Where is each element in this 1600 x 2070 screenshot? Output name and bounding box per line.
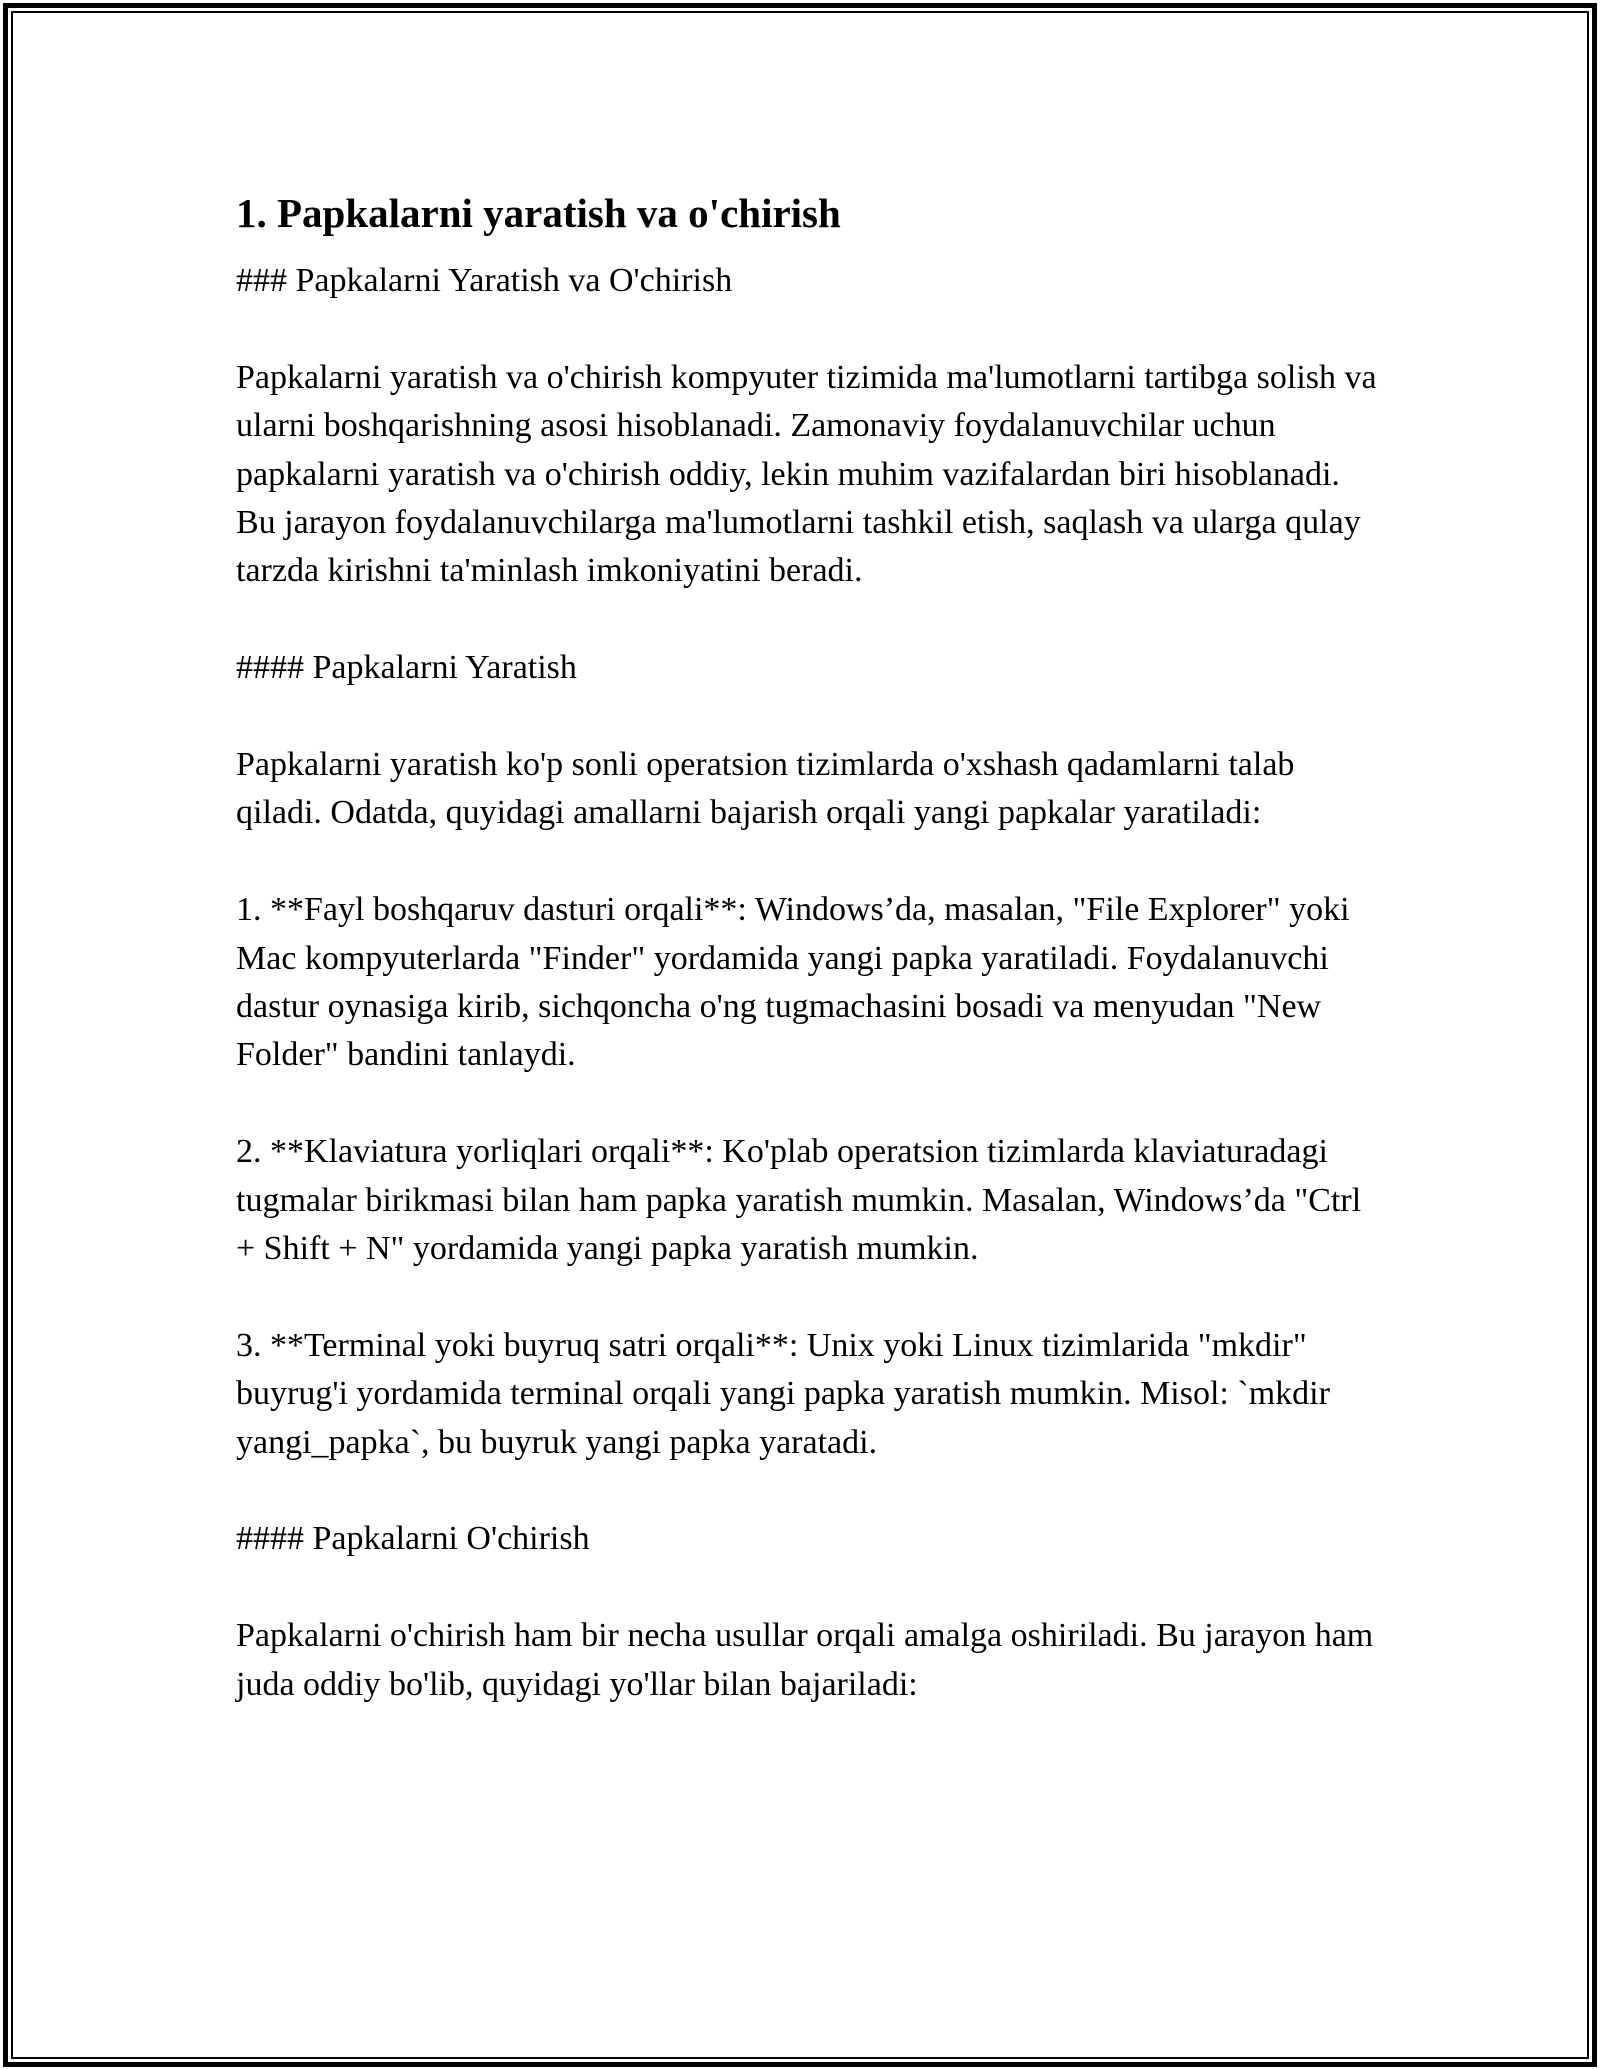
list-item-2: 2. **Klaviatura yorliqlari orqali**: Ko'plab operatsion tizimlarda klaviaturadagi tugmalar birikmasi bilan ham papka yaratish mumkin. Masalan, Windows’da "Ctrl + Shift + N" yordamida yangi papka yaratish mumkin. bbox=[236, 1133, 1362, 1268]
subheading-papkalarni-yaratish: #### Papkalarni Yaratish bbox=[236, 649, 577, 687]
paragraph-ochirish-intro: Papkalarni o'chirish ham bir necha usullar orqali amalga oshiriladi. Bu jarayon ham juda oddiy bo'lib, quyidagi yo'llar bilan bajariladi: bbox=[236, 1617, 1374, 1703]
document-title: 1. Papkalarni yaratish va o'chirish bbox=[236, 190, 841, 236]
subheading-papkalarni-yaratish-va-ochirish: ### Papkalarni Yaratish va O'chirish bbox=[236, 262, 733, 299]
document-body bbox=[236, 185, 1386, 1757]
paragraph-yaratish-intro: Papkalarni yaratish ko'p sonli operatsion tizimlarda o'xshash qadamlarni talab qiladi. Odatda, quyidagi amallarni bajarish orqali yangi papkalar yaratiladi: bbox=[236, 746, 1295, 832]
list-item-3: 3. **Terminal yoki buyruq satri orqali**: Unix yoki Linux tizimlarida "mkdir" buyrug'i yordamida terminal orqali yangi papka yaratish mumkin. Misol: `mkdir yangi_papka`, bu buyruk yangi papka yaratadi. bbox=[236, 1326, 1330, 1461]
subheading-papkalarni-ochirish: #### Papkalarni O'chirish bbox=[236, 1520, 590, 1558]
list-item-1: 1. **Fayl boshqaruv dasturi orqali**: Windows’da, masalan, "File Explorer" yoki Mac kompyuterlarda "Finder" yordamida yangi papka yaratiladi. Foydalanuvchi dastur oynasiga kirib, sichqoncha o'ng tugmachasini bosadi va menyudan "New Folder" bandini tanlaydi. bbox=[236, 891, 1350, 1074]
paragraph-intro: Papkalarni yaratish va o'chirish kompyuter tizimida ma'lumotlarni tartibga solish va ularni boshqarishning asosi hisoblanadi. Zamonaviy foydalanuvchilar uchun papkalarni yaratish va o'chirish oddiy, lekin muhim vazifalardan biri hisoblanadi. Bu jarayon foydalanuvchilarga ma'lumotlarni tashkil etish, saqlash va ularga qulay tarzda kirishni ta'minlash imkoniyatini beradi. bbox=[236, 358, 1377, 590]
